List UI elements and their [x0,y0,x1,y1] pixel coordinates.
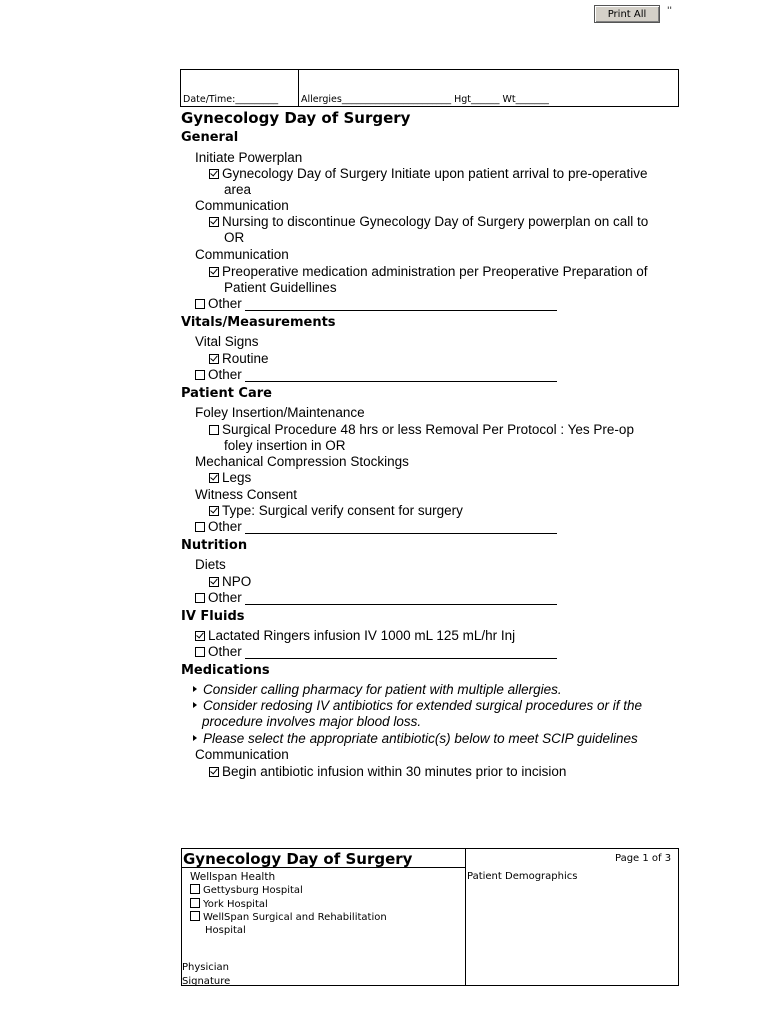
header-box [180,69,679,107]
checkbox-checked[interactable] [209,473,219,483]
footer-right-edge [678,848,679,986]
checkbox-empty[interactable] [209,425,219,435]
med-note-3: Please select the appropriate antibiotic(s) below to meet SCIP guidelines [193,731,638,747]
hospital-gettysburg: Gettysburg Hospital [190,884,303,896]
section-medications: Medications [181,663,270,678]
gyn-initiate-item: Gynecology Day of Surgery Initiate upon patient arrival to pre-operative [209,166,647,182]
foley-label: Foley Insertion/Maintenance [195,405,365,420]
patient-demographics: Patient Demographics [467,871,578,882]
communication-label: Communication [195,198,289,213]
print-mark: '' [667,6,672,16]
section-patient-care: Patient Care [181,386,272,401]
other-general: Other [195,296,557,312]
other-nutrition: Other [195,590,557,606]
hospital-york: York Hospital [190,898,268,910]
med-note-2-cont: procedure involves major blood loss. [202,714,422,729]
other-blank-line[interactable] [245,520,557,534]
date-time-field[interactable]: Date/Time:_________ [183,94,279,105]
surgical-procedure-cont: foley insertion in OR [224,438,346,453]
other-patient-care: Other [195,519,557,535]
checkbox-checked[interactable] [209,267,219,277]
physician-label: Physician [182,962,230,973]
checkbox-empty[interactable] [195,370,205,380]
footer-title: Gynecology Day of Surgery [183,850,413,868]
page-title: Gynecology Day of Surgery [181,109,411,127]
checkbox-empty[interactable] [190,884,200,894]
footer-divider [465,848,466,986]
preop-item: Preoperative medication administration per Preoperative Preparation of [209,264,647,280]
checkbox-checked[interactable] [209,767,219,777]
bullet-arrow-icon [193,735,197,741]
checkbox-empty[interactable] [190,911,200,921]
legs-item: Legs [209,470,251,486]
surgical-procedure-item: Surgical Procedure 48 hrs or less Removal Per Protocol : Yes Pre-op [209,422,634,438]
consent-type-item: Type: Surgical verify consent for surgery [209,503,463,519]
communication-label-3: Communication [195,747,289,762]
bullet-arrow-icon [193,702,197,708]
med-note-1: Consider calling pharmacy for patient with multiple allergies. [193,682,562,698]
routine-item: Routine [209,351,269,367]
begin-antibiotic-item: Begin antibiotic infusion within 30 minutes prior to incision [209,764,566,780]
signature-field: Signature [182,975,460,987]
checkbox-checked[interactable] [209,169,219,179]
other-blank-line[interactable] [245,368,557,382]
checkbox-checked[interactable] [209,577,219,587]
hospital-wellspan-surgical: WellSpan Surgical and Rehabilitation [190,911,387,923]
checkbox-empty[interactable] [190,898,200,908]
allergies-field[interactable]: Allergies_______________________ Hgt______ Wt_______ [301,94,549,105]
checkbox-checked[interactable] [209,354,219,364]
lactated-ringers-item: Lactated Ringers infusion IV 1000 mL 125 mL/hr Inj [195,628,515,644]
checkbox-empty[interactable] [195,522,205,532]
checkbox-checked[interactable] [209,506,219,516]
other-blank-line[interactable] [245,645,557,659]
checkbox-checked[interactable] [195,631,205,641]
other-iv: Other [195,644,557,660]
checkbox-empty[interactable] [195,647,205,657]
other-vitals: Other [195,367,557,383]
other-blank-line[interactable] [245,297,557,311]
section-general: General [181,130,239,145]
section-iv-fluids: IV Fluids [181,609,245,624]
preop-cont: Patient Guidellines [224,280,337,295]
section-nutrition: Nutrition [181,538,248,553]
communication-label-2: Communication [195,247,289,262]
vital-signs-label: Vital Signs [195,334,259,349]
checkbox-empty[interactable] [195,593,205,603]
mech-stockings-label: Mechanical Compression Stockings [195,454,409,469]
page-number: Page 1 of 3 [615,853,672,864]
initiate-powerplan-label: Initiate Powerplan [195,150,303,165]
hospital-wellspan-cont: Hospital [205,925,246,936]
diets-label: Diets [195,557,226,572]
print-all-button[interactable]: Print All [594,5,660,23]
npo-item: NPO [209,574,251,590]
checkbox-empty[interactable] [195,299,205,309]
header-divider [298,70,299,107]
bullet-arrow-icon [193,686,197,692]
org-name: Wellspan Health [190,871,276,883]
section-vitals: Vitals/Measurements [181,315,336,330]
nursing-cont: OR [224,230,245,245]
signature-line[interactable] [230,975,460,986]
checkbox-checked[interactable] [209,217,219,227]
witness-consent-label: Witness Consent [195,487,298,502]
gyn-initiate-cont: area [224,182,252,197]
nursing-item: Nursing to discontinue Gynecology Day of Surgery powerplan on call to [209,214,648,230]
other-blank-line[interactable] [245,591,557,605]
med-note-2: Consider redosing IV antibiotics for extended surgical procedures or if the [193,698,642,714]
